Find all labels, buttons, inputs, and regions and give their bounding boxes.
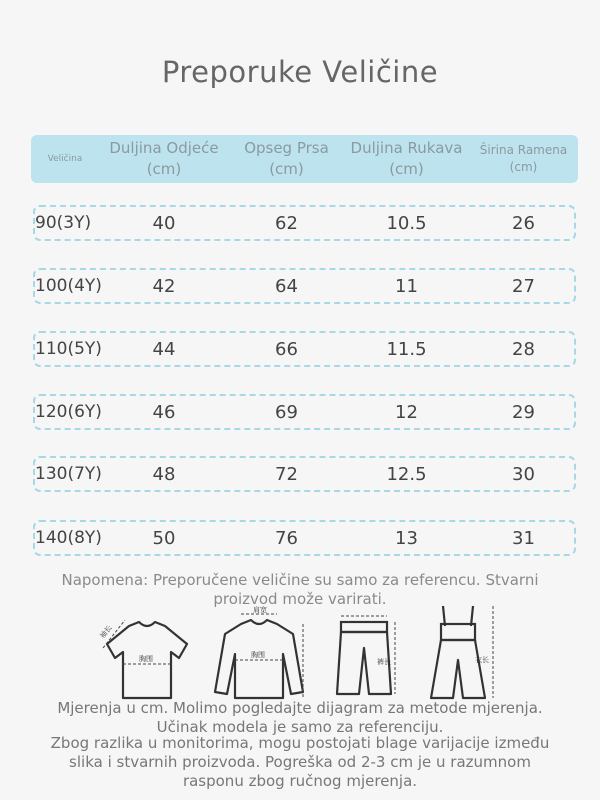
- table-row: [33, 520, 576, 556]
- page-title: Preporuke Veličine: [161, 55, 439, 89]
- cell-size: 110(5Y): [35, 339, 102, 359]
- table-row: [33, 331, 576, 367]
- overalls-diagram-icon: [417, 604, 505, 702]
- cell-chest: 72: [275, 463, 298, 485]
- pants-diagram-icon: [327, 604, 407, 702]
- cell-shoulder: 30: [512, 463, 535, 485]
- measurement-diagrams: [95, 604, 505, 702]
- cell-sleeve: 12.5: [386, 463, 427, 485]
- cell-length: 46: [152, 401, 176, 423]
- cell-size: 120(6Y): [35, 402, 102, 422]
- pants-length-label: 裤长: [377, 658, 391, 666]
- header-chest: Opseg Prsa (cm): [244, 139, 329, 178]
- overall-length-label: 衣长: [475, 656, 489, 664]
- cell-shoulder: 31: [512, 527, 535, 549]
- cell-length: 42: [152, 275, 176, 297]
- reference-note: Napomena: Preporučene veličine su samo za referencu. Stvarni proizvod može varirati.: [61, 571, 539, 608]
- table-row: [33, 456, 576, 492]
- measurement-note: Mjerenja u cm. Molimo pogledajte dijagram za metode mjerenja. Učinak modela je samo za referenciju.: [57, 699, 543, 736]
- tshirt-diagram-icon: [95, 604, 195, 702]
- header-shoulder: Širina Ramena (cm): [479, 143, 568, 174]
- header-length: Duljina Odjeće (cm): [109, 139, 219, 178]
- longsleeve-diagram-icon: [207, 604, 307, 702]
- cell-shoulder: 29: [512, 401, 535, 423]
- chest-label: 胸围: [139, 655, 153, 663]
- shoulder-label: 肩宽: [253, 606, 267, 614]
- sleeve-label: 袖长: [98, 624, 114, 640]
- table-row: [33, 394, 576, 430]
- cell-length: 48: [152, 463, 176, 485]
- cell-sleeve: 12: [395, 401, 418, 423]
- cell-sleeve: 13: [395, 527, 418, 549]
- table-row: [33, 205, 576, 241]
- chest-label: 胸围: [251, 651, 265, 659]
- cell-sleeve: 11: [395, 275, 418, 297]
- cell-shoulder: 27: [512, 275, 535, 297]
- cell-size: 140(8Y): [35, 528, 102, 548]
- cell-sleeve: 11.5: [386, 338, 427, 360]
- size-table-header: [31, 135, 578, 183]
- cell-chest: 64: [275, 275, 298, 297]
- header-size: Veličina: [47, 153, 83, 164]
- cell-length: 40: [152, 212, 176, 234]
- cell-size: 90(3Y): [35, 213, 92, 233]
- cell-size: 100(4Y): [35, 276, 102, 296]
- cell-chest: 66: [275, 338, 298, 360]
- monitor-note: Zbog razlika u monitorima, mogu postojati blage varijacije između slika i stvarnih proizvoda. Pogreška od 2-3 cm je u razumnom rasponu zbog ručnog mjerenja.: [50, 734, 550, 790]
- header-sleeve: Duljina Rukava (cm): [350, 139, 463, 178]
- cell-chest: 69: [275, 401, 298, 423]
- cell-sleeve: 10.5: [386, 212, 427, 234]
- cell-shoulder: 26: [512, 212, 535, 234]
- cell-size: 130(7Y): [35, 464, 102, 484]
- table-row: [33, 268, 576, 304]
- cell-length: 50: [152, 527, 176, 549]
- cell-chest: 76: [275, 527, 298, 549]
- cell-length: 44: [152, 338, 176, 360]
- cell-chest: 62: [275, 212, 298, 234]
- cell-shoulder: 28: [512, 338, 535, 360]
